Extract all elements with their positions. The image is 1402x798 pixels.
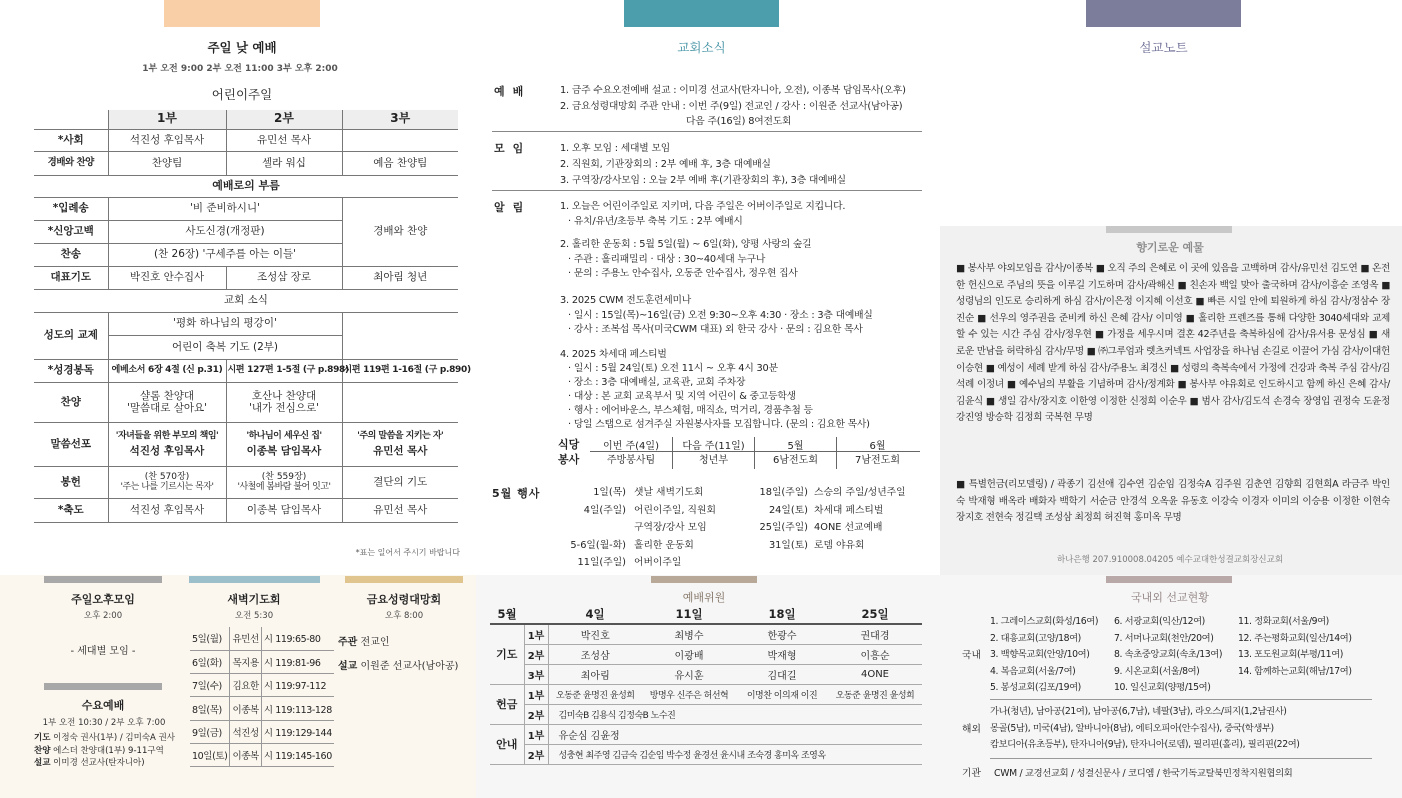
news-worship-2: 2. 금요성령대망회 주관 안내 : 이번 주(9일) 전교인 / 강사 : 이원준 선교사(남아공) [560, 101, 903, 112]
row-label-creed: *신앙고백 [34, 220, 108, 243]
ushers-cell: 방명우 신주은 허선혁 [642, 684, 736, 704]
notice-4-0: 4. 2025 차세대 페스티벌 [560, 349, 667, 360]
dawn-text: 시 119:129-144 [261, 720, 334, 743]
offerings-bar [1106, 226, 1232, 233]
choir-2-song: '내가 전심으로' [249, 402, 319, 414]
ushers-prayer-label: 기도 [490, 624, 524, 684]
wednesday-time: 1부 오전 10:30 / 2부 오후 7:00 [42, 718, 166, 728]
dawn-text: 시 119:65-80 [261, 627, 334, 650]
mission-church: 7. 서머나교회(천안/20여) [1114, 632, 1214, 644]
church-news-banner: 교회 소식 [34, 289, 458, 312]
missions-domestic-col1 [990, 614, 1098, 697]
reading-3: 시편 119편 1-16절 (구 p.890) [342, 359, 458, 382]
offering-3: 결단의 기도 [342, 466, 458, 498]
fellowship-line2: 어린이 축복 기도 (2부) [108, 335, 342, 359]
wed-v1: 이정숙 권사(1부) / 김미숙A 권사 [53, 733, 175, 743]
offerings-body: ■ 봉사부 야외모임을 감사/이종복 ■ 오직 주의 은혜로 이 곳에 있음을 고백하며 감사/유민선 김도연 ■ 온전한 헌신으로 주님의 뜻을 이루길 기도하며 감사/곽해신 ■ 친손자 백일 맞아 출국하며 감사/이흥순 조영옥 ■ 성령님의 인도로 승리하게 하심 감사/이은정 이지혜 이선호 ■ 빠른 시일 안에 퇴원하게 하심 감사/정삼수 장진순 ■ 선우의 영주권을 준비케 하신 은혜 감사/ 이미영 ■ 홀리한 프렌즈를 통해 다양한 3040세대와 교제할 수 있는 시간 주심 감사/정우현 ■ 가정을 세우시며 결혼 42주년을 축복하심에 감사/유서용 문성심 ■ 새로운 만남을 허락하심 감사/무명 ■ ㈜그루엄과 렛츠커넥트 사업장을 하나님 손길로 이끌어 가심 감사/이대헌 이승현 ■ 예성이 세례 받게 하심 감사/주용노 최경신 ■ 성령의 축복속에서 가정에 건강과 축복 주심 감사/김석례 이정녀 ■ 예수님의 부활을 기념하며 감사/정계화 ■ 봉사부 야유회로 인도하시고 함께 하신 은혜 감사/김윤식 ■ 생일 감사/장지호 이한영 이정한 신정희 이순우 ■ 범사 감사/김도석 손경숙 장영입 권정숙 도윤정 강진영 방승학 김정희 국복현 무명 [956, 263, 1390, 424]
fri-v2: 이원준 선교사(남아공) [360, 661, 459, 672]
service-val-4: 7남전도회 [836, 452, 918, 469]
presider-3 [342, 129, 458, 151]
sermon-1-title: '자녀들을 위한 부모의 책임' [115, 430, 219, 441]
friday-rows [338, 631, 474, 679]
ushers-table [490, 604, 922, 765]
prayer-1: 박진호 안수집사 [108, 266, 226, 289]
news-title: 교회소식 [677, 40, 726, 55]
service-grid [590, 437, 920, 469]
ushers-date: 4일 [548, 604, 642, 624]
missions-divider [990, 699, 1372, 700]
mission-church: 13. 포도원교회(부평/11여) [1238, 649, 1344, 661]
row-label-benediction: *축도 [34, 498, 108, 522]
may-date: 1일(목) [593, 487, 626, 498]
offering-2-hymn: (찬 559장) [261, 471, 307, 482]
may-date: 5-6일(월-화) [570, 539, 626, 551]
ushers-sub: 1부 [524, 684, 548, 704]
mission-church: 12. 주는평화교회(일산/14여) [1238, 632, 1352, 644]
news-worship-1: 1. 금주 수요오전예배 설교 : 이미경 선교사(탄자니아, 오전), 이종복 담임목사(오후) [560, 85, 906, 96]
missions-foreign [990, 704, 1300, 754]
news-label-notice: 알림 [494, 201, 532, 214]
news-worship-3: 다음 주(16일) 8여전도회 [686, 116, 792, 127]
missions-divider [990, 758, 1372, 759]
header-bar-sermon [1086, 0, 1241, 27]
sermon-1-preacher: 석진성 후임목사 [129, 445, 205, 458]
notice-3-1: · 일시 : 15일(목)~16일(금) 오전 9:30~오후 4:30 · 장소 : 3층 대예배실 [568, 310, 873, 321]
fellowship-line1: '평화 하나님의 평강이' [108, 312, 342, 335]
choir-1-name: 샬롬 찬양대 [139, 389, 195, 402]
dawn-name: 목지용 [230, 650, 261, 673]
choir-1-song: '말씀대로 살아요' [126, 402, 208, 414]
praise-3: 예음 찬양팀 [342, 151, 458, 175]
row-label-sermon: 말씀선포 [34, 422, 108, 466]
may-event: 홀리한 운동회 [634, 539, 694, 551]
ushers-cell: 성충현 최주영 김금숙 김순임 박수정 윤경선 윤시내 조숙경 홍미옥 조영옥 [548, 744, 922, 764]
may-event: 어버이주일 [634, 557, 682, 568]
worship-footnote: *표는 일어서 주시기 바랍니다 [355, 548, 460, 557]
offering-1-hymn: (찬 570장) [144, 471, 190, 482]
notice-4-2: · 장소 : 3층 대예배실, 교육관, 교회 주차장 [568, 377, 746, 388]
dawn-day: 8일(목) [190, 697, 230, 720]
news-label-meeting: 모임 [494, 142, 532, 155]
ushers-bar [651, 576, 757, 583]
ushers-sub: 2부 [524, 744, 548, 764]
notice-3-0: 3. 2025 CWM 전도훈련세미나 [560, 295, 692, 306]
ushers-guide-label: 안내 [490, 724, 524, 764]
may-event: 구역장/강사 모임 [634, 522, 707, 533]
ushers-cell: 박재형 [736, 644, 828, 664]
col-head-3: 3부 [342, 110, 458, 129]
notice-3-2: · 강사 : 조복섭 목사(미국CWM 대표) 외 한국 강사 · 문의 : 김요한 목사 [568, 324, 863, 335]
dawn-text: 시 119:97-112 [261, 674, 334, 697]
wed-k1: 기도 [34, 733, 51, 743]
service-label: 식당봉사 [558, 438, 580, 466]
may-event: 4ONE 선교예배 [814, 522, 883, 533]
may-date: 24일(토) [768, 504, 808, 516]
notice-4-4: · 행사 : 에어바운스, 부스체험, 매직쇼, 먹거리, 경품추첨 등 [568, 405, 813, 416]
may-event: 어린이주일, 직원회 [634, 504, 716, 516]
call-to-worship-banner: 예배로의 부름 [34, 175, 458, 197]
missions-agency-label: 기관 [962, 768, 981, 779]
missions-title: 국내외 선교현황 [1131, 591, 1209, 604]
benediction-2: 이종복 담임목사 [226, 498, 342, 522]
offering-1-title: '주는 나를 기르시는 목자' [120, 482, 214, 492]
mission-church: 11. 정화교회(서울/9여) [1238, 616, 1329, 627]
ushers-cell: 최병수 [642, 624, 736, 644]
service-head-1: 이번 주(4일) [603, 441, 659, 452]
row-label-reading: *성경봉독 [34, 359, 108, 382]
ushers-cell: 한광수 [736, 624, 828, 644]
notice-4-1: · 일시 : 5월 24일(토) 오전 11시 ~ 오후 4시 30분 [568, 363, 778, 374]
may-event: 샛날 새벽기도회 [634, 487, 704, 498]
dawn-name: 유민선 [230, 627, 261, 650]
presider-2: 유민선 목사 [226, 129, 342, 151]
mission-church: 2. 대흥교회(고양/18여) [990, 632, 1081, 644]
notice-2-2: · 문의 : 주용노 안수집사, 오동준 안수집사, 정우현 집사 [568, 268, 798, 279]
ushers-date: 11일 [642, 604, 736, 624]
may-event: 차세대 페스티벌 [814, 504, 884, 516]
missions-domestic-col3 [1238, 614, 1352, 680]
worship-title: 주일 낮 예배 [207, 40, 277, 55]
ushers-month: 5월 [490, 604, 524, 624]
wednesday-bar [44, 683, 162, 690]
row-label-choir: 찬양 [34, 382, 108, 422]
sermon-note-title: 설교노트 [1139, 40, 1188, 55]
hymn-value: (찬 26장) '구세주를 아는 이들' [108, 243, 342, 266]
presider-1: 석진성 후임목사 [108, 129, 226, 151]
may-date: 11일(주일) [577, 557, 626, 568]
ushers-cell: 4ONE [828, 664, 922, 684]
prayer-3: 최아림 청년 [342, 266, 458, 289]
notice-2-1: · 주관 : 홀리패밀리 · 대상 : 30~40세대 누구나 [568, 254, 766, 265]
wednesday-rows [34, 732, 184, 770]
wednesday-title: 수요예배 [81, 699, 125, 712]
ushers-cell: 오동준 윤명진 윤성희 [828, 684, 922, 704]
news-label-worship: 예배 [494, 85, 532, 98]
row-label-praise: 경배와 찬양 [34, 151, 108, 175]
afternoon-body: - 세대별 모임 - [70, 646, 136, 657]
service-head-4: 6월 [836, 437, 918, 451]
mission-foreign-line: 캄보디아(유초등부), 탄자니아(9남), 탄자니아(로뎀), 필리핀(홀리), 필리핀(22여) [990, 739, 1300, 750]
wed-v3: 이미경 선교사(탄자니아) [53, 758, 145, 768]
mission-church: 5. 봉성교회(김포/19여) [990, 682, 1081, 694]
service-val-1: 주방봉사팀 [606, 455, 656, 466]
news-meeting-2: 2. 직원회, 기관장회의 : 2부 예배 후, 3층 대예배실 [560, 159, 771, 170]
dawn-text: 시 119:145-160 [261, 743, 334, 766]
wed-k2: 찬양 [34, 745, 51, 756]
mission-church: 9. 시온교회(서울/8여) [1114, 665, 1200, 677]
dawn-name: 이종복 [230, 743, 261, 766]
dawn-text: 시 119:113-128 [261, 697, 334, 720]
fri-v1: 전교인 [360, 637, 390, 648]
ushers-cell: 유순심 김윤정 [548, 724, 922, 744]
missions-domestic-col2 [1114, 614, 1222, 697]
ushers-offering-label: 헌금 [490, 684, 524, 724]
fri-k2: 설교 [338, 661, 358, 672]
mission-church: 14. 함께하는교회(해남/17여) [1238, 665, 1352, 677]
header-bar-news [624, 0, 779, 27]
col-head-1: 1부 [108, 110, 226, 129]
reading-1: 에베소서 6장 4절 (신 p.31) [108, 359, 226, 382]
col-head-2: 2부 [226, 110, 342, 129]
sermon-3-title: '주의 말씀을 지키는 자' [357, 430, 444, 441]
may-date [558, 519, 626, 537]
may-date: 4일(주일) [583, 504, 626, 516]
offerings-title: 향기로운 예물 [1136, 241, 1204, 254]
dawn-table [190, 627, 334, 767]
news-meeting-3: 3. 구역장/강사모임 : 오늘 2부 예배 후(기관장회의 후), 3층 대예배실 [560, 175, 846, 186]
missions-bar [1106, 576, 1232, 583]
benediction-1: 석진성 후임목사 [108, 498, 226, 522]
mission-church: 8. 속초중앙교회(속초/13여) [1114, 649, 1223, 661]
ushers-cell: 최아림 [548, 664, 642, 684]
afternoon-title: 주일오후모임 [71, 593, 135, 606]
ushers-cell: 박진호 [548, 624, 642, 644]
row-label-offering: 봉헌 [34, 466, 108, 498]
ushers-sub: 1부 [524, 724, 548, 744]
dawn-day: 6일(화) [190, 650, 230, 673]
mission-church: 4. 복음교회(서울/7여) [990, 665, 1076, 677]
dawn-day: 10일(토) [190, 743, 230, 766]
may-event: 스승의 주일/성년주일 [814, 487, 906, 498]
praise-2: 셀라 워십 [226, 151, 342, 175]
ushers-date: 18일 [736, 604, 828, 624]
missions-agency: CWM / 교경선교회 / 성결신문사 / 코디엠 / 한국기독교탈북민정착지원협의회 [994, 768, 1293, 779]
ushers-sub: 2부 [524, 644, 548, 664]
friday-time: 오후 8:00 [384, 611, 424, 621]
dawn-day: 5일(월) [190, 627, 230, 650]
mission-church: 10. 일신교회(양평/15여) [1114, 682, 1211, 694]
header-bar-worship [164, 0, 320, 27]
notice-1-1: · 유치/유년/초등부 축복 기도 : 2부 예배시 [568, 216, 743, 227]
afternoon-bar [44, 576, 162, 583]
notice-1-0: 1. 오늘은 어린이주일로 지키며, 다음 주일은 어버이주일로 지킵니다. [560, 201, 846, 212]
news-meeting-1: 1. 오후 모임 : 세대별 모임 [560, 143, 670, 154]
notice-4-5: · 당일 스탭으로 섬겨주실 자원봉사자를 모집합니다. (문의 : 김요한 목사) [568, 419, 870, 430]
mission-church: 3. 백향목교회(안양/10여) [990, 649, 1090, 661]
sermon-2-preacher: 이종복 담임목사 [246, 445, 322, 458]
choir-2-name: 호산나 찬양대 [251, 389, 317, 402]
ushers-cell: 오동준 윤명진 윤성희 [548, 684, 642, 704]
praise-1: 찬양팀 [108, 151, 226, 175]
dawn-name: 석진성 [230, 720, 261, 743]
offering-2-title: '사철에 봄바람 불어 잇고' [237, 482, 331, 492]
ushers-sub: 2부 [524, 704, 548, 724]
reading-2: 시편 127편 1-5절 (구 p.898) [226, 359, 342, 382]
mission-church: 1. 그레이스교회(화성/16여) [990, 616, 1099, 627]
service-val-2: 청년부 [672, 452, 754, 469]
dawn-time: 오전 5:30 [234, 611, 274, 621]
ushers-sub: 1부 [524, 624, 548, 644]
creed-value: 사도신경(개정판) [108, 220, 342, 243]
dawn-name: 이종복 [230, 697, 261, 720]
afternoon-time: 오후 2:00 [83, 611, 123, 621]
dawn-bar [189, 576, 320, 583]
service-val-3: 6남전도회 [754, 452, 836, 469]
worship-subtitle: 어린이주일 [211, 87, 273, 102]
missions-domestic-label: 국내 [962, 650, 981, 661]
ushers-cell: 조성삼 [548, 644, 642, 664]
dawn-name: 김요한 [230, 674, 261, 697]
notice-2-0: 2. 홀리한 운동회 : 5월 5일(월) ~ 6일(화), 양평 사랑의 숲길 [560, 239, 812, 250]
may-events-label: 5월 행사 [492, 487, 541, 500]
offerings-account: 하나은행 207.910008.04205 예수교대한성결교회장신교회 [1056, 555, 1284, 565]
ushers-cell: 김미숙B 김용식 김정숙B 노수진 [548, 704, 736, 724]
ushers-cell: 권대경 [828, 624, 922, 644]
ushers-cell: 김대길 [736, 664, 828, 684]
prayer-2: 조성삼 장로 [226, 266, 342, 289]
row-label-fellowship: 성도의 교제 [34, 312, 108, 359]
praise-side-3: 경배와 찬양 [342, 197, 458, 266]
ushers-cell: 유시훈 [642, 664, 736, 684]
dawn-day: 7일(수) [190, 674, 230, 697]
ushers-sub: 3부 [524, 664, 548, 684]
may-date: 25일(주일) [759, 522, 808, 533]
service-head-2: 다음 주(11일) [672, 437, 754, 451]
missions-foreign-label: 해외 [962, 724, 981, 735]
row-label-hymn: 찬송 [34, 243, 108, 266]
worship-order-table [34, 110, 471, 523]
worship-times: 1부 오전 9:00 2부 오전 11:00 3부 오후 2:00 [142, 64, 338, 74]
may-event: 로뎀 야유회 [814, 539, 865, 551]
may-events-right [752, 484, 922, 554]
mission-foreign-line: 가나(청년), 남아공(21여), 남아공(6,7남), 네팔(3남), 라오스/피지(1,2남권사) [990, 706, 1287, 717]
may-events-left [558, 484, 748, 572]
offerings-special: ■ 특별헌금(리모델링) / 곽종기 김선애 김수연 김순임 김정숙A 김주원 김춘연 김향희 김현희A 라금주 박인숙 박재형 배옥라 배화자 백학기 서순금 안경석 오옥윤 유동호 이강숙 이경자 이미의 이승용 이정한 이현숙 장지호 전현숙 정길택 조성삼 최정희 허진혁 홍미옥 무명 [956, 479, 1390, 524]
news-separator [492, 131, 922, 132]
dawn-title: 새벽기도회 [227, 593, 281, 606]
service-head-3: 5월 [754, 437, 836, 451]
news-separator [492, 190, 922, 191]
wed-v2: 에스더 찬양대(1부) 9-11구역 [53, 745, 164, 756]
dawn-day: 9일(금) [190, 720, 230, 743]
mission-foreign-line: 몽골(5남), 미국(4남), 알바니아(8남), 에티오피아(안수집사), 중국(학생부) [990, 722, 1274, 734]
row-label-presider: *사회 [34, 129, 108, 151]
dawn-text: 시 119:81-96 [261, 650, 334, 673]
friday-bar [345, 576, 463, 583]
wed-k3: 설교 [34, 758, 51, 768]
ushers-cell: 이명찬 이의재 이진 [736, 684, 828, 704]
sermon-3-preacher: 유민선 목사 [373, 445, 428, 458]
fri-k1: 주관 [338, 637, 358, 648]
row-label-prayer: 대표기도 [34, 266, 108, 289]
entrance-song: '비 준비하시니' [108, 197, 342, 220]
benediction-3: 유민선 목사 [342, 498, 458, 522]
notice-4-3: · 대상 : 본 교회 교육부서 및 지역 어린이 & 중고등학생 [568, 391, 796, 402]
sermon-2-title: '하나님이 세우신 집' [246, 430, 322, 441]
may-date: 18일(주일) [759, 487, 808, 498]
ushers-title: 예배위원 [682, 591, 726, 604]
ushers-cell: 이흥순 [828, 644, 922, 664]
ushers-date: 25일 [828, 604, 922, 624]
ushers-cell: 이광배 [642, 644, 736, 664]
mission-church: 6. 서광교회(익산/12여) [1114, 616, 1205, 627]
friday-title: 금요성령대망회 [366, 593, 442, 606]
may-date: 31일(토) [768, 539, 808, 551]
row-label-entrance: *입례송 [34, 197, 108, 220]
